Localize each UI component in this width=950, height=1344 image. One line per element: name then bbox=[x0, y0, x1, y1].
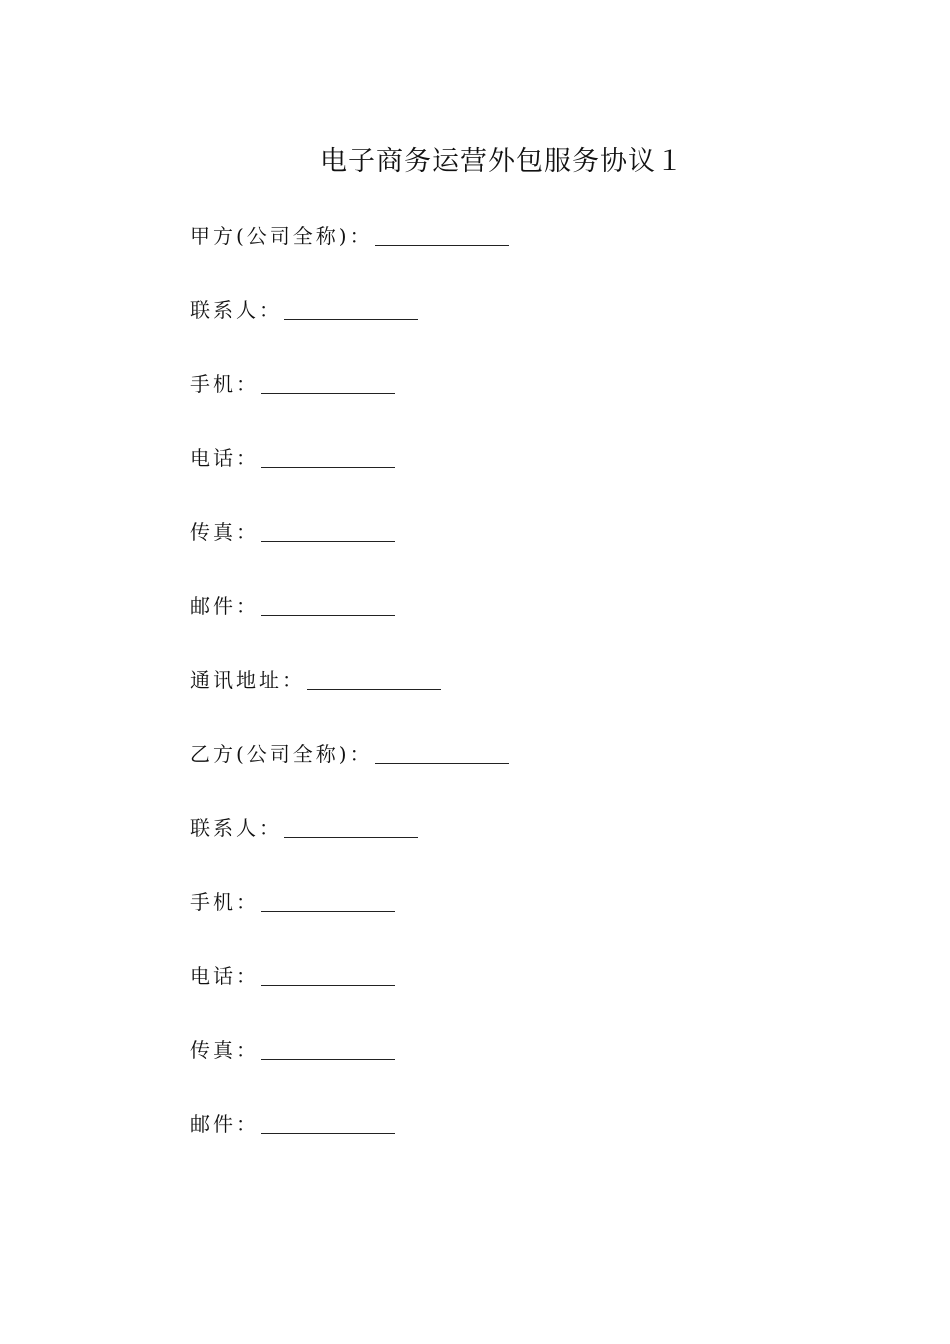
field-label: 手机： bbox=[190, 890, 259, 914]
party-a-email-blank[interactable] bbox=[261, 593, 395, 616]
party-a-address-field bbox=[190, 662, 441, 694]
party-b-email-blank[interactable] bbox=[261, 1111, 395, 1134]
field-label: 联系人： bbox=[190, 298, 282, 322]
field-label: 电话： bbox=[190, 964, 259, 988]
field-label: 电话： bbox=[190, 446, 259, 470]
party-a-email-field bbox=[190, 588, 395, 620]
party-b-company-name-field bbox=[190, 736, 509, 768]
party-b-email-field bbox=[190, 1106, 395, 1138]
party-a-mobile-blank[interactable] bbox=[261, 371, 395, 394]
field-label: 邮件： bbox=[190, 594, 259, 618]
field-label: 手机： bbox=[190, 372, 259, 396]
party-b-fax-field bbox=[190, 1032, 395, 1064]
party-b-fax-blank[interactable] bbox=[261, 1037, 395, 1060]
party-b-company-name-blank[interactable] bbox=[375, 741, 509, 764]
party-a-company-name-blank[interactable] bbox=[375, 223, 509, 246]
document-title: 电子商务运营外包服务协议１ bbox=[320, 146, 684, 177]
field-label: 乙方(公司全称)： bbox=[190, 742, 373, 766]
party-a-contact-field bbox=[190, 292, 418, 324]
party-b-phone-blank[interactable] bbox=[261, 963, 395, 986]
party-a-mobile-field bbox=[190, 366, 395, 398]
party-a-phone-field bbox=[190, 440, 395, 472]
field-label: 通讯地址： bbox=[190, 668, 305, 692]
field-label: 传真： bbox=[190, 1038, 259, 1062]
party-a-address-blank[interactable] bbox=[307, 667, 441, 690]
party-b-phone-field bbox=[190, 958, 395, 990]
field-label: 邮件： bbox=[190, 1112, 259, 1136]
party-b-mobile-blank[interactable] bbox=[261, 889, 395, 912]
field-label: 联系人： bbox=[190, 816, 282, 840]
party-a-contact-blank[interactable] bbox=[284, 297, 418, 320]
party-a-phone-blank[interactable] bbox=[261, 445, 395, 468]
field-label: 甲方(公司全称)： bbox=[190, 224, 373, 248]
party-a-company-name-field bbox=[190, 218, 509, 250]
party-b-contact-blank[interactable] bbox=[284, 815, 418, 838]
party-a-fax-blank[interactable] bbox=[261, 519, 395, 542]
field-label: 传真： bbox=[190, 520, 259, 544]
party-a-fax-field bbox=[190, 514, 395, 546]
party-b-contact-field bbox=[190, 810, 418, 842]
party-b-mobile-field bbox=[190, 884, 395, 916]
